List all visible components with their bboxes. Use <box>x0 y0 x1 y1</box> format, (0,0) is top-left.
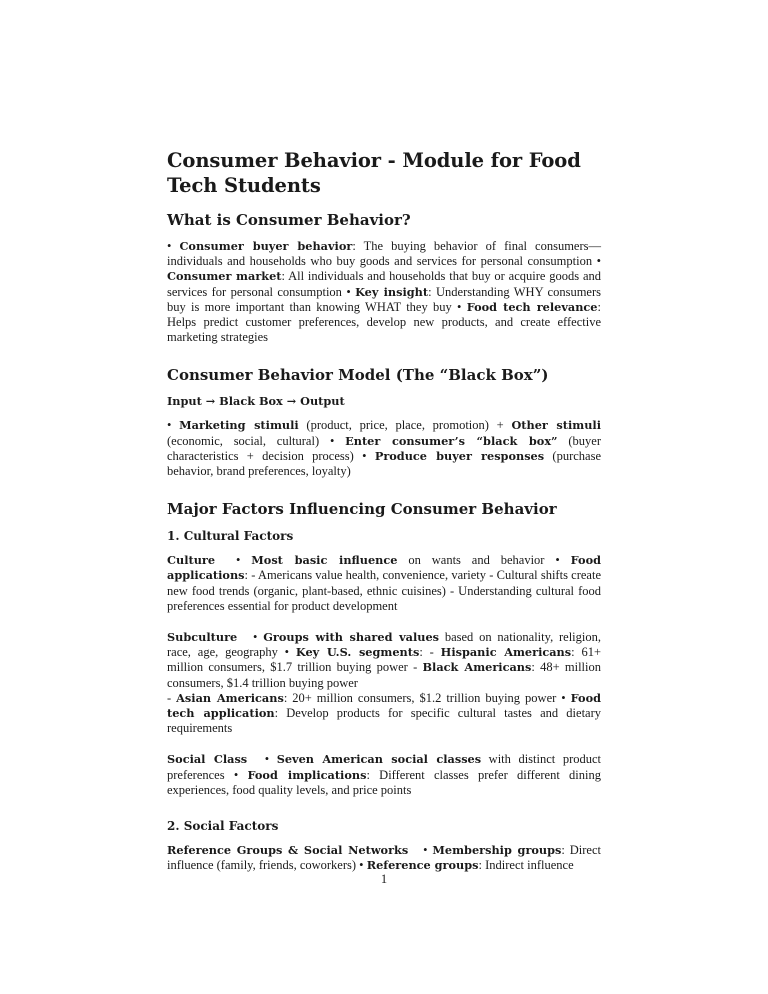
section-heading-what-is: What is Consumer Behavior? <box>167 211 411 229</box>
bullet: • <box>596 254 601 269</box>
lead-term: Subculture <box>167 630 238 645</box>
section-heading-model: Consumer Behavior Model (The “Black Box”) <box>167 366 549 385</box>
bullet: • <box>253 630 258 645</box>
lead-term: Reference Groups & Social Networks <box>167 843 409 858</box>
subculture-paragraph: Subculture • Groups with shared values based on nationality, religion, race, age, geography • Key U.S. segments: - Hispanic Americans: 61+ million consumers, $1.7 trillion buying power - Black Americans: 48+ million consumers, $1.4 trillion buying power - Asian Americans: 20+ million consumers, $1.2 trillion buying power • Food tech application: Develop products for specific cultural tastes and dietary requirements <box>167 630 602 736</box>
bullet: • <box>555 553 560 568</box>
bullet: • <box>362 448 367 463</box>
page-title: Consumer Behavior - Module for Food Tech Students <box>167 149 581 197</box>
what-is-paragraph: • Consumer buyer behavior: The buying behavior of final consumers—individuals and households who buy goods and services for personal consumption • Consumer market: All individuals and households that buy or acquire goods and services for personal consumption • Key insight: Understanding WHY consumers buy is more important than knowing WHAT they buy • Food tech relevance: Helps predict customer preferences, develop new products, and create effective marketing strategies <box>167 239 601 345</box>
reference-groups-paragraph: Reference Groups & Social Networks • Membership groups: Direct influence (family, friends, coworkers) • Reference groups: Indirect influence <box>167 843 601 873</box>
bullet: • <box>264 752 270 767</box>
bullet: • <box>329 433 335 448</box>
term: Food tech relevance <box>466 299 598 314</box>
bullet: • <box>284 645 290 660</box>
lead-term: Culture <box>167 553 216 568</box>
culture-paragraph: Culture • Most basic influence on wants and behavior • Food applications: - Americans value health, convenience, variety - Cultural shifts create new food trends (organic, plant-based, ethnic cuisines) - Understanding cultural food preferences essential for product development <box>167 553 602 613</box>
term: Consumer market <box>167 269 282 284</box>
bullet: • <box>359 858 364 873</box>
bullet: • <box>167 239 172 253</box>
section-heading-factors: Major Factors Influencing Consumer Behavior <box>167 500 557 519</box>
term: Key insight <box>355 284 429 299</box>
bullet: • <box>457 299 462 314</box>
term: Marketing stimuli <box>179 418 299 433</box>
model-flow: Input → Black Box → Output <box>167 394 345 409</box>
bullet: • <box>233 767 239 782</box>
social-class-paragraph: Social Class • Seven American social classes with distinct product preferences • Food implications: Different classes prefer different dining experiences, food quality levels, and price points <box>167 752 602 797</box>
bullet: • <box>235 553 241 568</box>
page-number: 1 <box>380 872 388 886</box>
term: Produce buyer responses <box>374 448 545 463</box>
document-content <box>167 148 601 873</box>
term: Enter consumer’s “black box” <box>345 433 558 448</box>
bullet: • <box>346 284 351 299</box>
bullet: • <box>167 418 172 433</box>
term: Consumer buyer behavior <box>179 239 353 253</box>
lead-term: Social Class <box>167 752 248 767</box>
term: Other stimuli <box>511 418 602 433</box>
subsection-heading-social: 2. Social Factors <box>167 819 279 834</box>
subsection-heading-cultural: 1. Cultural Factors <box>167 529 294 544</box>
model-paragraph: • Marketing stimuli (product, price, place, promotion) + Other stimuli (economic, social, cultural) • Enter consumer’s “black box” (buyer characteristics + decision process) • Produce buyer responses (purchase behavior, brand preferences, loyalty) <box>167 418 602 479</box>
bullet: • <box>561 690 566 705</box>
bullet: • <box>423 843 428 858</box>
